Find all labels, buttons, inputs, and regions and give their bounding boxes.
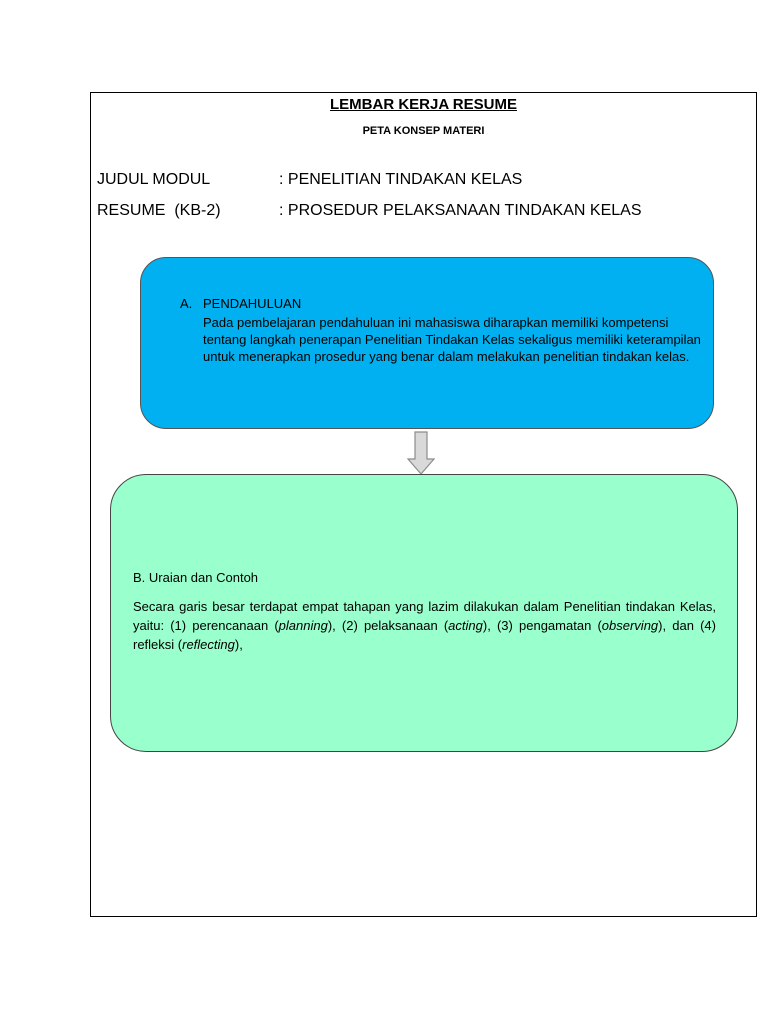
section-b-term-planning: planning — [278, 618, 328, 633]
page-title: LEMBAR KERJA RESUME — [330, 96, 517, 113]
section-b-text-2: ), (2) pelaksanaan ( — [327, 618, 449, 633]
section-b-box — [110, 474, 738, 752]
section-a-heading — [180, 296, 301, 311]
module-title-label: JUDUL MODUL — [97, 171, 211, 188]
section-b-term-observing: observing — [601, 618, 659, 633]
section-b-text-1: Secara garis besar terdapat empat tahapan yang lazim dilakukan dalam Penelitian tindakan Kelas, yaitu: (1) perencanaan ( — [133, 599, 716, 633]
module-title-row — [97, 171, 522, 189]
section-b-term-reflecting: reflecting — [182, 637, 235, 652]
section-b-text-4: ), dan (4) refleksi ( — [133, 618, 716, 652]
worksheet-frame — [90, 92, 757, 917]
section-a-body: Pada pembelajaran pendahuluan ini mahasiswa diharapkan memiliki kompetensi tentang langkah penerapan Penelitian Tindakan Kelas sekaligus memiliki keterampilan untuk menerapkan prosedur yang benar dalam melakukan penelitian tindakan kelas. — [203, 315, 701, 364]
section-b-heading: B. Uraian dan Contoh — [133, 570, 259, 585]
page-subtitle: PETA KONSEP MATERI — [362, 125, 485, 137]
section-a-title: PENDAHULUAN — [203, 296, 302, 311]
section-b-text-5: ), — [234, 637, 243, 652]
section-b-body — [133, 597, 716, 654]
section-a-box — [140, 257, 714, 429]
resume-label: RESUME (KB-2) — [97, 202, 221, 219]
section-b-term-acting: acting — [448, 618, 483, 633]
section-a-letter: A. — [180, 296, 193, 311]
resume-row — [97, 202, 641, 220]
down-arrow-icon — [407, 431, 435, 475]
section-b-text-3: ), (3) pengamatan ( — [482, 618, 602, 633]
module-title-value: : PENELITIAN TINDAKAN KELAS — [279, 171, 523, 188]
resume-value: : PROSEDUR PELAKSANAAN TINDAKAN KELAS — [279, 202, 642, 219]
